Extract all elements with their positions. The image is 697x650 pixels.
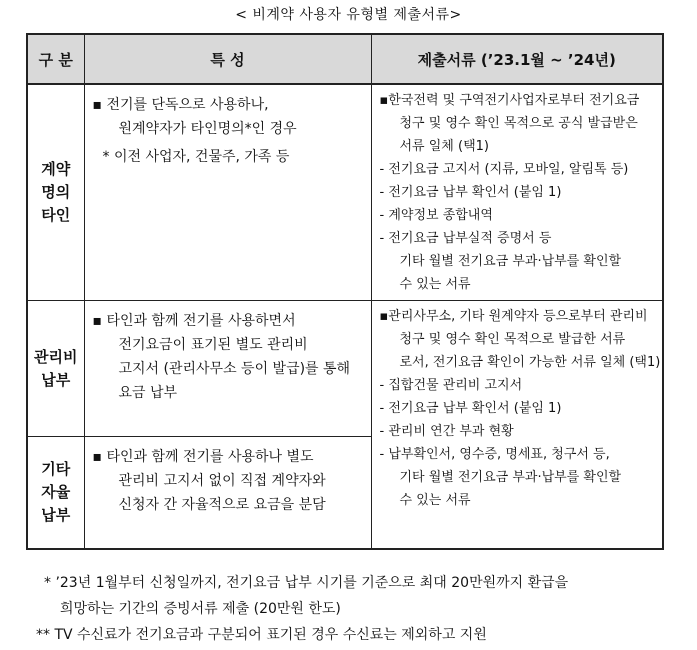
table-row — [27, 301, 663, 437]
doc-text: 청구 및 영수 확인 목적으로 공식 발급받은 — [399, 116, 638, 131]
feature-text: 원계약자가 타인명의*인 경우 — [118, 121, 297, 137]
doc-text: - 전기요금 납부실적 증명서 등 — [379, 231, 552, 246]
documents-cell — [371, 84, 663, 301]
table-header-row — [27, 34, 663, 84]
footnote-text: * ’23년 1월부터 신청일까지, 전기요금 납부 시기를 기준으로 최대 20만원까지 환급을 — [44, 575, 569, 591]
documents-cell — [371, 301, 663, 549]
category-cell — [27, 437, 84, 549]
doc-text: 로서, 전기요금 확인이 가능한 서류 일체 (택1) — [399, 355, 661, 370]
doc-text: - 전기요금 납부 확인서 (붙임 1) — [379, 185, 562, 200]
doc-text: ▪관리사무소, 기타 원계약자 등으로부터 관리비 — [379, 309, 648, 324]
doc-text: 수 있는 서류 — [399, 277, 471, 292]
header-feature: 특 성 — [84, 34, 371, 84]
doc-text: - 전기요금 납부 확인서 (붙임 1) — [379, 401, 562, 416]
table-row — [27, 84, 663, 301]
feature-text: 전기요금이 표기된 별도 관리비 — [118, 337, 308, 353]
doc-text: ▪한국전력 및 구역전기사업자로부터 전기요금 — [379, 93, 640, 108]
category-text: 타인 — [41, 206, 71, 224]
feature-text: ▪ 타인과 함께 전기를 사용하면서 — [92, 313, 296, 329]
header-documents: 제출서류 (’23.1월 ~ ’24년) — [371, 34, 663, 84]
doc-text: - 집합건물 관리비 고지서 — [379, 378, 523, 393]
category-text: 자율 — [41, 482, 71, 501]
doc-text: 청구 및 영수 확인 목적으로 발급한 서류 — [399, 332, 626, 347]
doc-text: - 관리비 연간 부과 현황 — [379, 424, 514, 439]
category-cell — [27, 84, 84, 301]
feature-footnote: * 이전 사업자, 건물주, 가족 등 — [102, 149, 290, 165]
feature-cell — [84, 301, 371, 437]
doc-text: - 계약정보 종합내역 — [379, 208, 493, 223]
doc-text: 서류 일체 (택1) — [399, 139, 489, 154]
category-text: 명의 — [41, 183, 71, 201]
category-text: 납부 — [41, 505, 71, 524]
footnotes — [36, 570, 569, 648]
category-text: 납부 — [41, 370, 71, 389]
category-text: 기타 — [41, 459, 71, 478]
doc-text: 기타 월별 전기요금 부과·납부를 확인할 — [399, 254, 622, 269]
footnote-text: ** TV 수신료가 전기요금과 구분되어 표기된 경우 수신료는 제외하고 지원 — [36, 627, 487, 643]
footnote-text: 희망하는 기간의 증빙서류 제출 (20만원 한도) — [60, 601, 341, 617]
document-table — [26, 33, 664, 550]
feature-text: 신청자 간 자율적으로 요금을 분담 — [118, 497, 326, 513]
feature-text: ▪ 타인과 함께 전기를 사용하나 별도 — [92, 449, 314, 465]
page-title: < 비계약 사용자 유형별 제출서류> — [235, 7, 462, 23]
feature-text: 요금 납부 — [118, 385, 178, 401]
doc-text: 수 있는 서류 — [399, 493, 471, 508]
category-text: 계약 — [41, 160, 71, 178]
doc-text: - 납부확인서, 영수증, 명세표, 청구서 등, — [379, 447, 610, 462]
feature-text: 관리비 고지서 없이 직접 계약자와 — [118, 473, 326, 489]
category-cell — [27, 301, 84, 437]
doc-text: 기타 월별 전기요금 부과·납부를 확인할 — [399, 470, 622, 485]
feature-text: ▪ 전기를 단독으로 사용하나, — [92, 97, 269, 113]
feature-cell — [84, 84, 371, 301]
category-text: 관리비 — [34, 347, 78, 366]
feature-cell — [84, 437, 371, 549]
feature-text: 고지서 (관리사무소 등이 발급)를 통해 — [118, 361, 351, 377]
doc-text: - 전기요금 고지서 (지류, 모바일, 알림톡 등) — [379, 162, 629, 177]
header-category: 구 분 — [27, 34, 84, 84]
